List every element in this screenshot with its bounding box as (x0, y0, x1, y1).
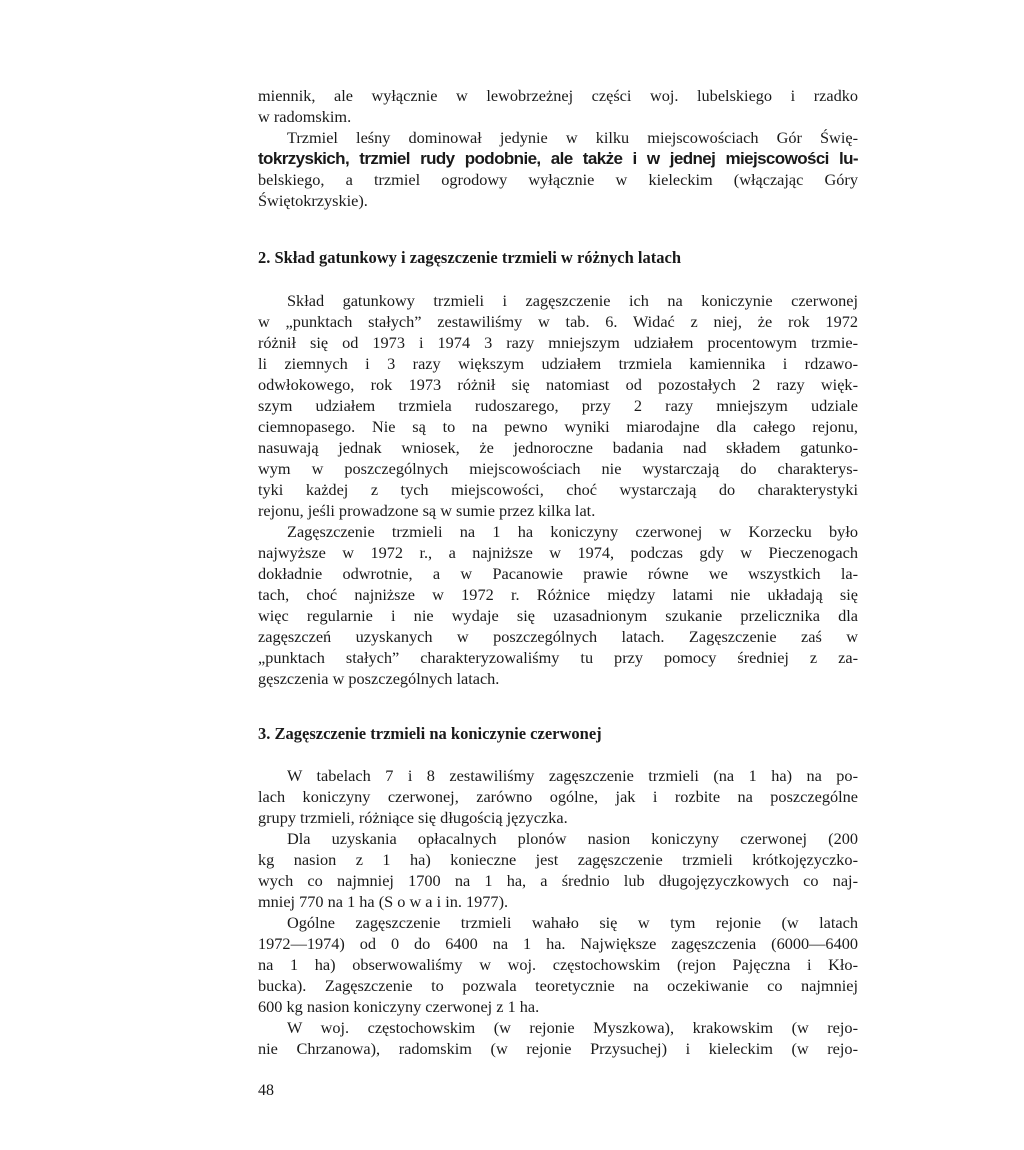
paragraph-line: W woj. częstochowskim (w rejonie Myszkowa), krakowskim (w rejo- (287, 1018, 858, 1037)
paragraph-line: odwłokowego, rok 1973 różnił się natomiast od pozostałych 2 razy więk- (258, 375, 858, 394)
paragraph-line: więc regularnie i nie wydaje się uzasadnionym szukanie przelicznika dla (258, 606, 858, 625)
section-heading-2: 2. Skład gatunkowy i zagęszczenie trzmieli w różnych latach (258, 248, 681, 267)
paragraph-line: Zagęszczenie trzmieli na 1 ha koniczyny czerwonej w Korzecku było (287, 522, 858, 541)
paragraph-line: Ogólne zagęszczenie trzmieli wahało się w tym rejonie (w latach (287, 913, 858, 932)
paragraph-line: szym udziałem trzmiela rudoszarego, przy 2 razy mniejszym udziale (258, 396, 858, 415)
paragraph-line: Trzmiel leśny dominował jedynie w kilku miejscowościach Gór Świę- (287, 128, 858, 147)
paragraph-line: belskiego, a trzmiel ogrodowy wyłącznie w kieleckim (włączając Góry (258, 170, 858, 189)
paragraph-line: bucka). Zagęszczenie to pozwala teoretycznie na oczekiwanie co najmniej (258, 976, 858, 995)
page-number: 48 (258, 1082, 274, 1099)
section-heading-3: 3. Zagęszczenie trzmieli na koniczynie czerwonej (258, 724, 602, 743)
paragraph-line: wych co najmniej 1700 na 1 ha, a średnio lub długojęzyczkowych co naj- (258, 871, 858, 890)
paragraph-line: wym w poszczególnych miejscowościach nie wystarczają do charakterys- (258, 459, 858, 478)
paragraph-line: na 1 ha) obserwowaliśmy w woj. częstochowskim (rejon Pajęczna i Kło- (258, 955, 858, 974)
paragraph-line: „punktach stałych” charakteryzowaliśmy tu przy pomocy średniej z za- (258, 648, 858, 667)
paragraph-line: w „punktach stałych” zestawiliśmy w tab. 6. Widać z niej, że rok 1972 (258, 312, 858, 331)
paragraph-line: Dla uzyskania opłacalnych plonów nasion koniczyny czerwonej (200 (287, 829, 858, 848)
paragraph-line: Skład gatunkowy trzmieli i zagęszczenie ich na koniczynie czerwonej (287, 291, 858, 310)
paragraph-line: kg nasion z 1 ha) konieczne jest zagęszczenie trzmieli krótkojęzyczko- (258, 850, 858, 869)
paragraph-line: tach, choć najniższe w 1972 r. Różnice między latami nie układają się (258, 585, 858, 604)
paragraph-line: dokładnie odwrotnie, a w Pacanowie prawie równe we wszystkich la- (258, 564, 858, 583)
paragraph-line: 1972—1974) od 0 do 6400 na 1 ha. Największe zagęszczenia (6000—6400 (258, 934, 858, 953)
paragraph-line: miennik, ale wyłącznie w lewobrzeżnej części woj. lubelskiego i rzadko (258, 86, 858, 105)
paragraph-line: najwyższe w 1972 r., a najniższe w 1974, podczas gdy w Pieczenogach (258, 543, 858, 562)
paragraph-line: Świętokrzyskie). (258, 191, 368, 210)
paragraph-line: nasuwają jednak wniosek, że jednoroczne badania nad składem gatunko- (258, 438, 858, 457)
paragraph-line: lach koniczyny czerwonej, zarówno ogólne, jak i rozbite na poszczególne (258, 787, 858, 806)
paragraph-line: W tabelach 7 i 8 zestawiliśmy zagęszczenie trzmieli (na 1 ha) na po- (287, 766, 858, 785)
paragraph-line: li ziemnych i 3 razy większym udziałem trzmiela kamiennika i rdzawo- (258, 354, 858, 373)
paragraph-line: gęszczenia w poszczególnych latach. (258, 669, 500, 688)
paragraph-line: nie Chrzanowa), radomskim (w rejonie Przysuchej) i kieleckim (w rejo- (258, 1039, 858, 1058)
paragraph-line: tyki każdej z tych miejscowości, choć wystarczają do charakterystyki (258, 480, 858, 499)
paragraph-line: mniej 770 na 1 ha (S o w a i in. 1977). (258, 892, 509, 911)
paragraph-line: w radomskim. (258, 107, 352, 126)
paragraph-line: zagęszczeń uzyskanych w poszczególnych latach. Zagęszczenie zaś w (258, 627, 858, 646)
paragraph-line: różnił się od 1973 i 1974 3 razy mniejszym udziałem procentowym trzmie- (258, 333, 858, 352)
paragraph-line: 600 kg nasion koniczyny czerwonej z 1 ha. (258, 997, 540, 1016)
paragraph-line: rejonu, jeśli prowadzone są w sumie przez kilka lat. (258, 501, 596, 520)
paragraph-line: tokrzyskich, trzmiel rudy podobnie, ale także i w jednej miejscowości lu- (258, 149, 858, 168)
paragraph-line: ciemnopasego. Nie są to na pewno wyniki miarodajne dla całego rejonu, (258, 417, 858, 436)
paragraph-line: grupy trzmieli, różniące się długością języczka. (258, 808, 568, 827)
